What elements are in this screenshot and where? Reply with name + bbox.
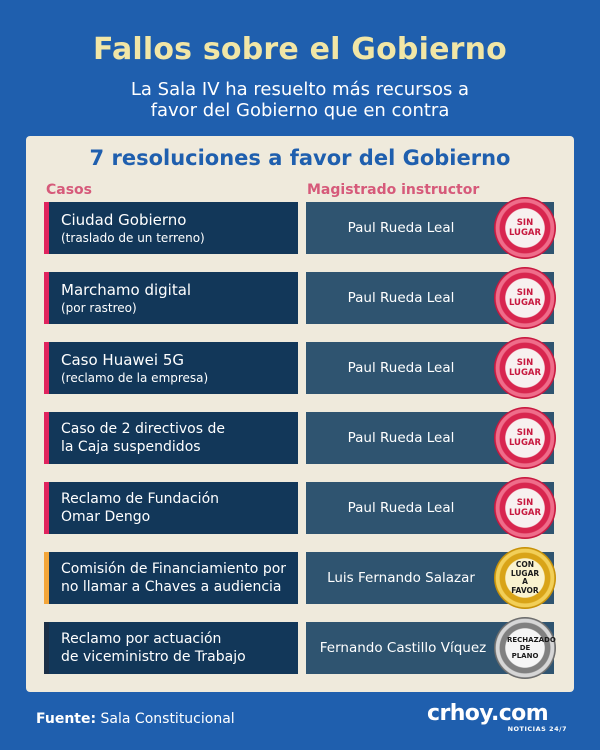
judge-name: Fernando Castillo Víquez [319, 640, 487, 656]
seal-text-2: LUGAR [508, 438, 542, 448]
judge-name: Luis Fernando Salazar [327, 570, 475, 586]
seal-text-1: SIN [516, 288, 534, 298]
results-panel [26, 136, 574, 692]
case-stripe [44, 342, 49, 394]
judge-name: Paul Rueda Leal [347, 220, 455, 236]
case-row [26, 622, 574, 674]
case-box [44, 412, 298, 464]
judge-box [306, 412, 554, 464]
seal-sin-lugar-icon [494, 337, 556, 399]
logo-main: crhoy.com [427, 701, 549, 726]
case-line-1: Caso de 2 directivos de [61, 421, 225, 437]
case-stripe [44, 202, 49, 254]
case-box [44, 272, 298, 324]
case-line-2: Omar Dengo [61, 509, 151, 525]
case-row [26, 202, 574, 254]
judge-box [306, 482, 554, 534]
seal-text-2: LUGAR [508, 508, 542, 518]
judge-name: Paul Rueda Leal [347, 290, 455, 306]
case-line-2: de viceministro de Trabajo [61, 649, 246, 665]
seal-sin-lugar-icon [494, 267, 556, 329]
seal-text-2: LUGAR A [510, 568, 540, 586]
page-title: Fallos sobre el Gobierno [93, 32, 507, 67]
case-row [26, 342, 574, 394]
subtitle-line-2: favor del Gobierno que en contra [150, 100, 450, 121]
logo-sub: NOTICIAS 24/7 [507, 725, 567, 733]
case-title: Ciudad Gobierno [61, 210, 187, 229]
case-row [26, 412, 574, 464]
case-box [44, 202, 298, 254]
seal-text-2: LUGAR [508, 368, 542, 378]
seal-text-1: CON [515, 560, 535, 569]
case-box [44, 482, 298, 534]
panel-heading: 7 resoluciones a favor del Gobierno [89, 146, 511, 170]
judge-name: Paul Rueda Leal [347, 360, 455, 376]
seal-rechazado-icon [494, 617, 556, 679]
case-title: Marchamo digital [61, 280, 192, 299]
seal-text-3: FAVOR [511, 585, 539, 595]
judge-box [306, 272, 554, 324]
source-text: Sala Constitucional [100, 711, 235, 727]
seal-sin-lugar-icon [494, 407, 556, 469]
case-row [26, 552, 574, 604]
case-line-2: no llamar a Chaves a audiencia [61, 579, 282, 595]
seal-text-1: SIN [516, 358, 534, 368]
case-row [26, 272, 574, 324]
case-stripe [44, 482, 49, 534]
case-stripe [44, 622, 49, 674]
crhoy-logo [427, 702, 567, 733]
case-note: (reclamo de la empresa) [61, 370, 209, 385]
seal-text-2: DE PLANO [511, 644, 539, 660]
judge-box [306, 202, 554, 254]
case-note: (traslado de un terreno) [61, 230, 205, 245]
seal-text-1: RECHAZADO [507, 636, 556, 644]
seal-text-2: LUGAR [508, 228, 542, 238]
cases-column-header: Casos [46, 182, 93, 198]
case-row [26, 482, 574, 534]
seal-sin-lugar-icon [494, 197, 556, 259]
judge-name: Paul Rueda Leal [347, 430, 455, 446]
seal-con-lugar-icon [494, 547, 556, 609]
judge-box [306, 552, 554, 604]
judge-box [306, 622, 554, 674]
case-stripe [44, 412, 49, 464]
case-stripe [44, 552, 49, 604]
seal-text-1: SIN [516, 218, 534, 228]
case-stripe [44, 272, 49, 324]
source-footer [36, 711, 235, 727]
subtitle-line-1: La Sala IV ha resuelto más recursos a [130, 79, 470, 100]
case-box [44, 622, 298, 674]
judge-box [306, 342, 554, 394]
judge-column-header: Magistrado instructor [307, 182, 480, 198]
case-line-1: Reclamo por actuación [61, 631, 222, 647]
case-box [44, 552, 298, 604]
judge-name: Paul Rueda Leal [347, 500, 455, 516]
seal-text-1: SIN [516, 498, 534, 508]
case-line-1: Comisión de Financiamiento por [61, 561, 287, 577]
case-line-2: la Caja suspendidos [61, 439, 201, 455]
source-label: Fuente: [36, 711, 97, 727]
case-note: (por rastreo) [61, 300, 137, 315]
seal-sin-lugar-icon [494, 477, 556, 539]
case-box [44, 342, 298, 394]
case-line-1: Reclamo de Fundación [61, 491, 220, 507]
seal-text-2: LUGAR [508, 298, 542, 308]
case-title: Caso Huawei 5G [61, 350, 185, 369]
subtitle [0, 79, 600, 121]
seal-text-1: SIN [516, 428, 534, 438]
